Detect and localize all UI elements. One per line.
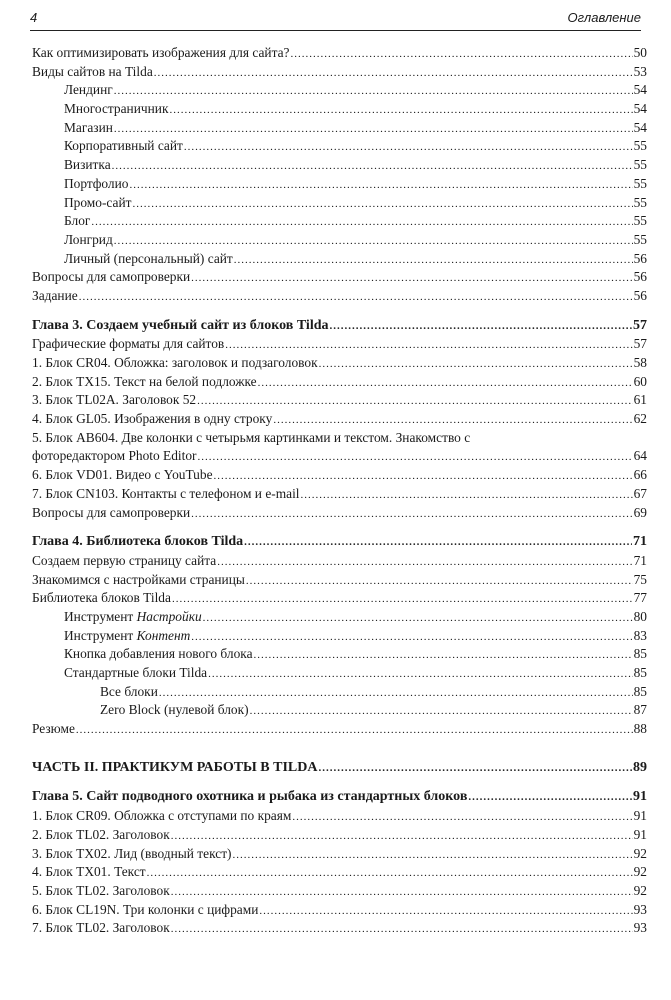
- toc-page-number: 92: [633, 845, 647, 861]
- toc-entry-title: [32, 720, 75, 739]
- toc-entry-title: [32, 485, 300, 504]
- toc-entry-title: [32, 845, 232, 864]
- dot-leader: [133, 195, 633, 214]
- toc-entry[interactable]: [32, 845, 647, 864]
- toc-entry[interactable]: [32, 212, 647, 231]
- toc-entry[interactable]: [32, 354, 647, 373]
- toc-page-number: 55: [633, 194, 647, 210]
- dot-leader: [198, 448, 633, 467]
- dot-leader: [114, 120, 633, 139]
- toc-page-number: 55: [633, 175, 647, 191]
- toc-entry[interactable]: [32, 485, 647, 504]
- dot-leader: [318, 759, 632, 778]
- toc-entry[interactable]: [32, 759, 647, 778]
- dot-leader: [225, 336, 632, 355]
- toc-page-number: 55: [633, 138, 647, 154]
- toc-entry-title: [32, 863, 146, 882]
- dot-leader: [203, 609, 633, 628]
- toc-entry-title: [32, 447, 197, 466]
- toc-page-number: 61: [633, 392, 647, 408]
- toc-entry[interactable]: [32, 701, 647, 720]
- dot-leader: [169, 101, 632, 120]
- toc-entry-text: Кнопка добавления нового блока: [64, 646, 253, 662]
- toc-entry-title: [32, 354, 318, 373]
- toc-entry-text: Портфолио: [64, 175, 129, 191]
- toc-page-number: 87: [633, 702, 647, 718]
- toc-page-number: 91: [633, 808, 647, 824]
- toc-page-number: 57: [633, 336, 647, 352]
- toc-entry-title: [64, 608, 202, 627]
- toc-page-number: 55: [633, 213, 647, 229]
- dot-leader: [154, 64, 633, 83]
- dot-leader: [191, 505, 632, 524]
- toc-entry[interactable]: [32, 250, 647, 269]
- toc-entry[interactable]: [32, 81, 647, 100]
- toc-entry-title: [64, 81, 113, 100]
- toc-entry-title: [32, 901, 258, 920]
- dot-leader: [191, 628, 632, 647]
- toc-entry-text: Инструмент: [64, 627, 137, 643]
- toc-entry[interactable]: [32, 683, 647, 702]
- toc-page-number: 93: [633, 901, 647, 917]
- toc-entry-title: [32, 317, 329, 336]
- dot-leader: [114, 232, 633, 251]
- toc-entry-title: [64, 231, 113, 250]
- toc-entry-text: Создаем первую страницу сайта: [32, 552, 217, 568]
- toc-entry-text: ЧАСТЬ II. ПРАКТИКУМ РАБОТЫ В TILDA: [32, 759, 318, 775]
- toc-entry[interactable]: [32, 175, 647, 194]
- toc-entry-text: Глава 4. Библиотека блоков Tilda: [32, 534, 244, 550]
- toc-entry[interactable]: [32, 720, 647, 739]
- toc-entry-text: Резюме: [32, 721, 75, 737]
- toc-entry-text: 3. Блок TX02. Лид (вводный текст): [32, 845, 232, 861]
- toc-entry-title: [32, 466, 213, 485]
- toc-entry[interactable]: [32, 504, 647, 523]
- dot-leader: [171, 920, 633, 939]
- toc-entry-title: [32, 589, 171, 608]
- section-title: Оглавление: [567, 10, 641, 25]
- toc-page-number: 69: [633, 504, 647, 520]
- toc-entry-title: [64, 175, 128, 194]
- toc-page-number: 64: [633, 448, 647, 464]
- toc-entry-text: 3. Блок TL02A. Заголовок 52: [32, 392, 197, 408]
- toc-entry[interactable]: [32, 533, 647, 552]
- toc-entry-title: 5. Блок AB604. Две колонки с четырьмя картинками и текстом. Знакомство с: [32, 429, 471, 445]
- toc-page-number: 75: [633, 571, 647, 587]
- toc-page-number: 54: [633, 101, 647, 117]
- dot-leader: [254, 646, 633, 665]
- toc-entry[interactable]: [32, 287, 647, 306]
- toc-page-number: 93: [633, 920, 647, 936]
- toc-entry-text: Инструмент: [64, 608, 137, 624]
- toc-entry[interactable]: [32, 373, 647, 392]
- toc-entry-text: Как оптимизировать изображения для сайта?: [32, 45, 290, 60]
- toc-entry-title: [100, 701, 249, 720]
- dot-leader: [112, 157, 633, 176]
- toc-page-number: 85: [633, 683, 647, 699]
- toc-page-number: 71: [633, 552, 647, 568]
- toc-page-number: 85: [633, 646, 647, 662]
- toc-entry-text: Задание: [32, 287, 78, 303]
- toc-entry-italic-text: Контент: [136, 627, 191, 643]
- toc-entry-title: [32, 63, 153, 82]
- toc-page-number: 54: [633, 82, 647, 98]
- toc-entry-title: [32, 571, 245, 590]
- toc-entry-title: [64, 119, 113, 138]
- toc-entry[interactable]: [32, 826, 647, 845]
- toc-entry-text: 4. Блок GL05. Изображения в одну строку: [32, 411, 273, 427]
- dot-leader: [292, 808, 632, 827]
- toc-page-number: 77: [633, 590, 647, 606]
- dot-leader: [79, 288, 633, 307]
- dot-leader: [159, 684, 633, 703]
- toc-page-number: 83: [633, 627, 647, 643]
- toc-entry-title: [32, 504, 190, 523]
- toc-entry-text: Знакомимся с настройками страницы: [32, 571, 245, 587]
- toc-entry[interactable]: [32, 901, 647, 920]
- toc-page-number: 91: [633, 789, 647, 805]
- toc-entry-title: [64, 156, 111, 175]
- dot-leader: [191, 269, 632, 288]
- dot-leader: [330, 317, 632, 336]
- toc-entry[interactable]: [32, 156, 647, 175]
- toc-page-number: 56: [633, 287, 647, 303]
- toc-entry-text: Библиотека блоков Tilda: [32, 590, 171, 606]
- toc-entry-title: [32, 44, 289, 63]
- toc-page-number: 91: [633, 826, 647, 842]
- toc-entry-text: Все блоки: [100, 683, 158, 699]
- dot-leader: [172, 590, 633, 609]
- dot-leader: [319, 355, 633, 374]
- dot-leader: [259, 902, 632, 921]
- toc-entry-title: [64, 645, 253, 664]
- toc-entry[interactable]: [32, 571, 647, 590]
- toc-entry[interactable]: [32, 919, 647, 938]
- toc-entry[interactable]: [32, 44, 647, 63]
- toc-entry[interactable]: [32, 645, 647, 664]
- dot-leader: [234, 251, 633, 270]
- toc-entry[interactable]: [32, 589, 647, 608]
- toc-page-number: 55: [633, 157, 647, 173]
- toc-entry-text: Блог: [64, 213, 91, 229]
- dot-leader: [208, 665, 632, 684]
- toc-entry[interactable]: [32, 807, 647, 826]
- toc-entry-title: [32, 335, 224, 354]
- toc-entry-title: [32, 287, 78, 306]
- toc-entry-title: [32, 882, 170, 901]
- toc-entry[interactable]: [32, 100, 647, 119]
- toc-entry-title: [64, 664, 207, 683]
- toc-entry-text: Графические форматы для сайтов: [32, 336, 225, 352]
- toc-page-number: 54: [633, 119, 647, 135]
- toc-entry-title: [32, 268, 190, 287]
- toc-entry-text: Магазин: [64, 119, 113, 135]
- toc-entry-title: [32, 788, 467, 807]
- toc-entry-text: 6. Блок VD01. Видео с YouTube: [32, 467, 213, 483]
- toc-entry-text: Глава 3. Создаем учебный сайт из блоков Tilda: [32, 317, 329, 333]
- toc-entry-text: 5. Блок TL02. Заголовок: [32, 882, 170, 898]
- toc-page-number: 85: [633, 665, 647, 680]
- toc-entry-title: [64, 137, 183, 156]
- toc-entry[interactable]: [32, 788, 647, 807]
- toc-entry-title: [64, 212, 90, 231]
- toc-entry-title: [32, 391, 196, 410]
- toc-entry-text: Виды сайтов на Tilda: [32, 63, 153, 79]
- toc-entry[interactable]: [32, 410, 647, 429]
- toc-entry-title: [64, 627, 190, 646]
- toc-entry-text: Корпоративный сайт: [64, 138, 183, 154]
- toc-entry[interactable]: [32, 882, 647, 901]
- toc-page-number: 55: [633, 231, 647, 247]
- toc-page-number: 57: [633, 317, 647, 333]
- dot-leader: [214, 467, 633, 486]
- toc-entry-text: Личный (персональный) сайт: [64, 250, 233, 266]
- toc-entry-text: 7. Блок CN103. Контакты с телефоном и e-mail: [32, 485, 300, 501]
- toc-page-number: 53: [633, 63, 647, 79]
- toc-entry-text: Вопросы для самопроверки: [32, 269, 191, 285]
- toc-entry-title: [32, 759, 317, 778]
- toc-page-number: 56: [633, 269, 647, 285]
- toc-entry[interactable]: [32, 466, 647, 485]
- toc-entry-title: [32, 807, 291, 826]
- toc-page-number: 71: [633, 534, 647, 550]
- toc-entry-title: [100, 683, 158, 702]
- toc-page-number: 92: [633, 864, 647, 880]
- toc-entry-text: 7. Блок TL02. Заголовок: [32, 920, 170, 936]
- toc-entry[interactable]: [32, 608, 647, 627]
- dot-leader: [147, 864, 633, 883]
- toc-entry-text: Визитка: [64, 157, 111, 173]
- dot-leader: [468, 788, 632, 807]
- toc-entry[interactable]: [32, 137, 647, 156]
- table-of-contents: [32, 44, 647, 938]
- toc-entry[interactable]: [32, 447, 647, 466]
- toc-entry[interactable]: [32, 664, 647, 683]
- dot-leader: [258, 374, 633, 393]
- toc-page-number: 89: [633, 759, 647, 775]
- toc-entry-text: Лендинг: [64, 82, 113, 98]
- page-number: 4: [30, 10, 38, 25]
- toc-page-number: 67: [633, 485, 647, 501]
- toc-entry[interactable]: [32, 317, 647, 336]
- toc-entry-text: 2. Блок TX15. Текст на белой подложке: [32, 373, 257, 389]
- toc-entry-title: [32, 552, 216, 571]
- toc-entry[interactable]: [32, 391, 647, 410]
- toc-entry-text: 4. Блок TX01. Текст: [32, 864, 146, 880]
- toc-entry-text: Вопросы для самопроверки: [32, 504, 191, 520]
- toc-entry-text: 2. Блок TL02. Заголовок: [32, 826, 170, 842]
- dot-leader: [76, 721, 633, 740]
- dot-leader: [273, 411, 632, 430]
- toc-entry[interactable]: [32, 335, 647, 354]
- running-header: [30, 8, 641, 31]
- toc-entry-text: фоторедактором Photo Editor: [32, 448, 197, 464]
- toc-entry-text: Стандартные блоки Tilda: [64, 665, 208, 680]
- dot-leader: [246, 572, 633, 591]
- dot-leader: [217, 553, 632, 572]
- toc-page-number: 50: [633, 45, 647, 60]
- toc-page-number: 88: [633, 721, 647, 737]
- dot-leader: [171, 827, 633, 846]
- toc-entry-text: Лонгрид: [64, 231, 113, 247]
- toc-page-number: 80: [633, 608, 647, 624]
- toc-entry-text: Промо-сайт: [64, 194, 132, 210]
- toc-page-number: 60: [633, 373, 647, 389]
- toc-entry-text: 1. Блок CR04. Обложка: заголовок и подзаголовок: [32, 355, 318, 370]
- toc-page-number: 62: [633, 411, 647, 427]
- dot-leader: [301, 486, 633, 505]
- toc-entry[interactable]: [32, 119, 647, 138]
- toc-entry-text: 1. Блок CR09. Обложка с отступами по краям: [32, 808, 292, 824]
- toc-entry[interactable]: [32, 429, 647, 448]
- toc-entry-title: [32, 410, 272, 429]
- dot-leader: [129, 176, 632, 195]
- dot-leader: [91, 213, 632, 232]
- dot-leader: [114, 82, 633, 101]
- toc-entry-text: Многостраничник: [64, 101, 169, 117]
- dot-leader: [171, 883, 633, 902]
- toc-entry-italic-text: Настройки: [136, 608, 202, 624]
- toc-entry-text: 6. Блок CL19N. Три колонки с цифрами: [32, 901, 259, 917]
- toc-entry-title: [32, 919, 170, 938]
- dot-leader: [250, 702, 633, 721]
- toc-entry[interactable]: [32, 627, 647, 646]
- toc-page-number: 92: [633, 882, 647, 898]
- toc-entry-title: [32, 826, 170, 845]
- dot-leader: [197, 392, 632, 411]
- toc-entry[interactable]: [32, 552, 647, 571]
- dot-leader: [290, 45, 632, 64]
- toc-page-number: 56: [633, 250, 647, 266]
- toc-entry-text: Zero Block (нулевой блок): [100, 702, 249, 718]
- toc-entry[interactable]: [32, 231, 647, 250]
- toc-page-number: 58: [633, 355, 647, 370]
- toc-entry-text: Глава 5. Сайт подводного охотника и рыбака из стандартных блоков: [32, 789, 468, 805]
- toc-entry-title: [32, 373, 257, 392]
- toc-entry-title: [64, 250, 233, 269]
- dot-leader: [233, 846, 633, 865]
- toc-page-number: 66: [633, 467, 647, 483]
- dot-leader: [244, 533, 632, 552]
- toc-entry[interactable]: [32, 863, 647, 882]
- toc-entry-title: [64, 100, 168, 119]
- toc-entry-title: [64, 194, 132, 213]
- toc-entry-title: [32, 533, 243, 552]
- dot-leader: [184, 138, 633, 157]
- toc-entry[interactable]: [32, 268, 647, 287]
- toc-entry[interactable]: [32, 194, 647, 213]
- toc-entry[interactable]: [32, 63, 647, 82]
